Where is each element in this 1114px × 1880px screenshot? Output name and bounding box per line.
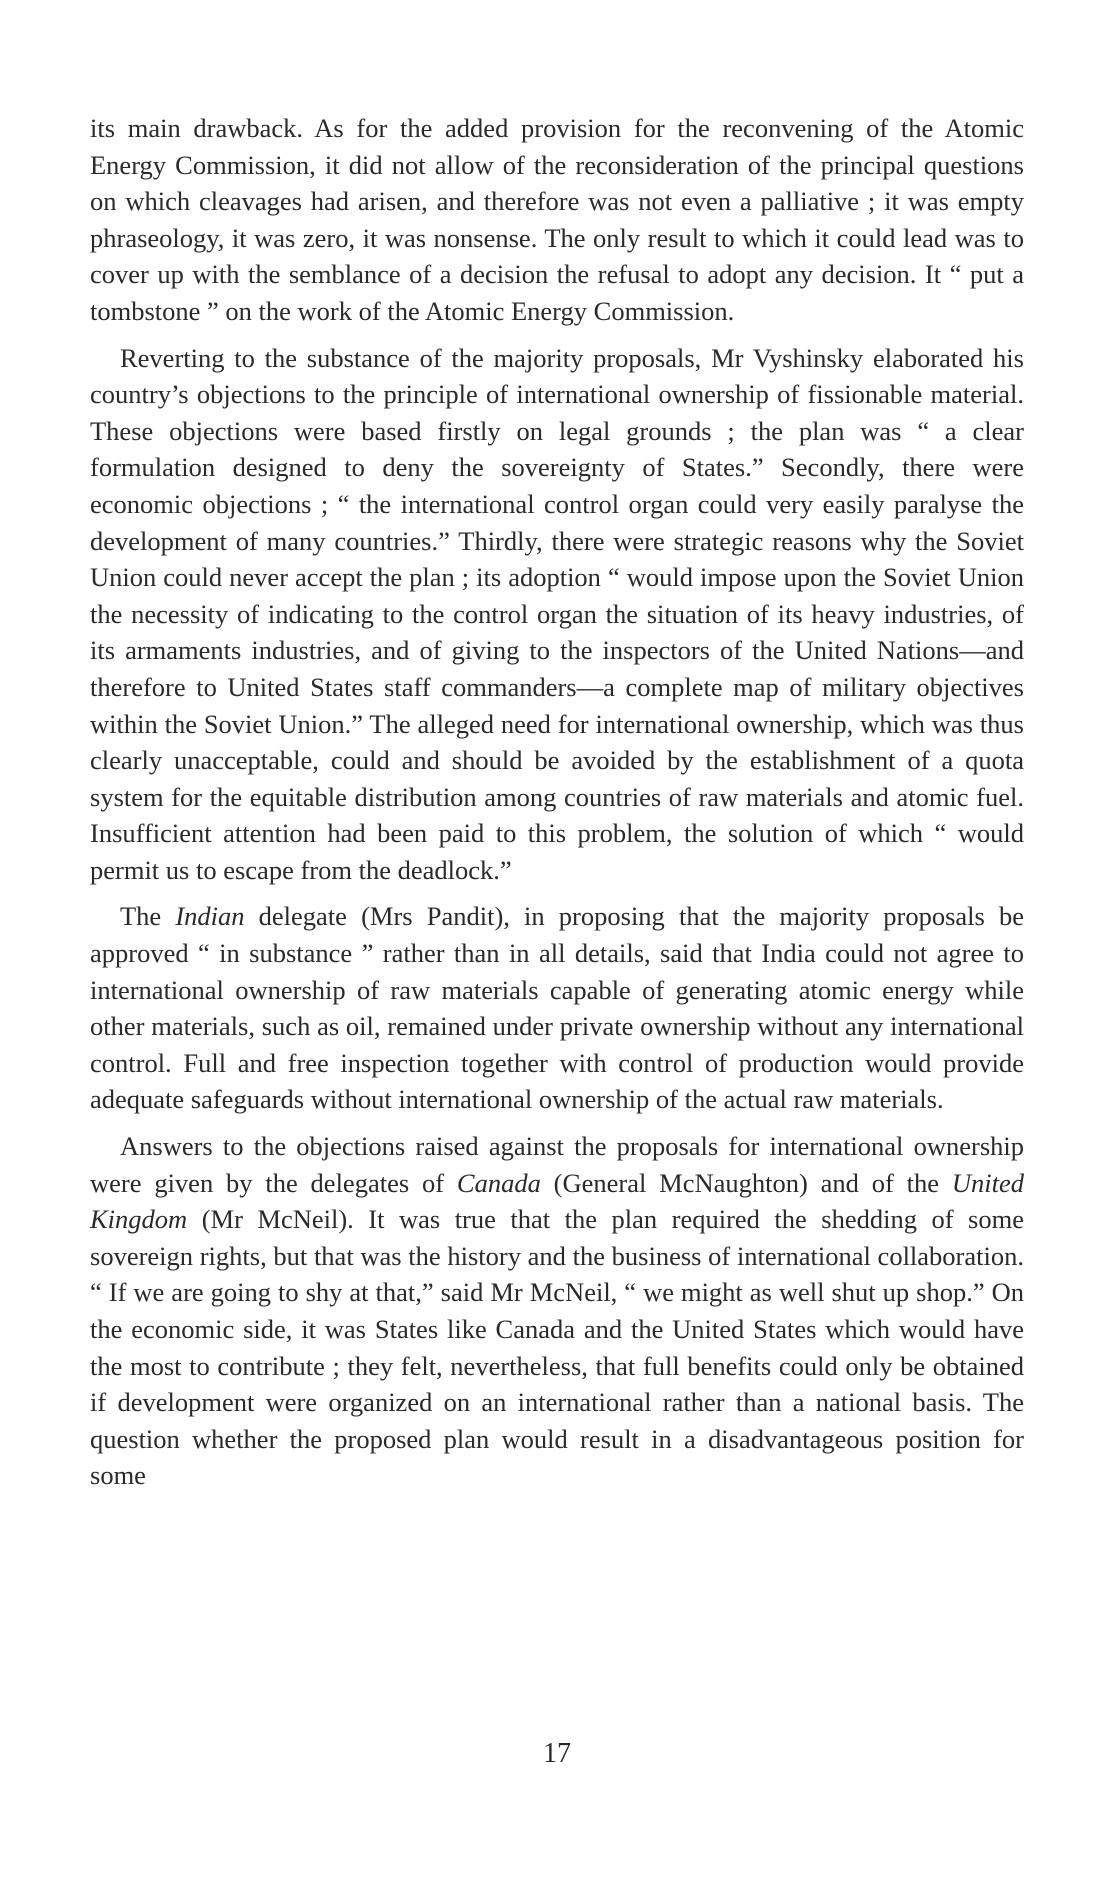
paragraph-4: [90, 1128, 1024, 1494]
paragraph-4-text-after: (Mr McNeil). It was true that the plan required the shedding of some sovereign rights, but that was the history and the business of international collaboration. “ If we are going to shy at that,” said Mr McNeil, “ we might as well shut up shop.” On the economic side, it was States like Canada and the United States which would have the most to contribute ; they felt, nevertheless, that full benefits could only be obtained if development were organized on an international rather than a national basis. The question whether the proposed plan would result in a disadvantageous position for some: [90, 1204, 1024, 1491]
paragraph-4-text-before: Answers to the objections raised against the proposals for international ownership were given by the delegates of: [90, 1131, 1024, 1198]
paragraph-4-text-middle: (General McNaughton) and of the: [540, 1167, 952, 1198]
paragraph-3: [90, 898, 1024, 1118]
paragraph-1: [90, 110, 1024, 330]
page-body: [90, 110, 1024, 1494]
country-india: Indian: [175, 901, 245, 932]
paragraph-2-text: Reverting to the substance of the majority proposals, Mr Vyshinsky elaborated his country’s objections to the principle of international ownership of fissionable material. These objections were based firstly on legal grounds ; the plan was “ a clear formulation designed to deny the sovereignty of States.” Secondly, there were economic objections ; “ the international control organ could very easily paralyse the development of many countries.” Thirdly, there were strategic reasons why the Soviet Union could never accept the plan ; its adoption “ would impose upon the Soviet Union the necessity of indicating to the control organ the situation of its heavy industries, of its armaments industries, and of giving to the inspectors of the United Nations—and therefore to United States staff commanders—a complete map of military objectives within the Soviet Union.” The alleged need for international ownership, which was thus clearly unacceptable, could and should be avoided by the establishment of a quota system for the equitable distribution among countries of raw materials and atomic fuel. Insufficient attention had been paid to this problem, the solution of which “ would permit us to escape from the deadlock.”: [90, 342, 1024, 885]
paragraph-2: [90, 340, 1024, 889]
paragraph-1-text: its main drawback. As for the added provision for the reconvening of the Atomic Energy Commission, it did not allow of the reconsideration of the principal questions on which cleavages had arisen, and therefore was not even a palliative ; it was empty phraseology, it was zero, it was nonsense. The only result to which it could lead was to cover up with the semblance of a decision the refusal to adopt any decision. It “ put a tombstone ” on the work of the Atomic Energy Commission.: [90, 113, 1024, 326]
country-canada: Canada: [456, 1167, 541, 1198]
paragraph-3-text-before: The: [120, 901, 176, 932]
country-united-kingdom: United Kingdom: [90, 1167, 1024, 1235]
page-number: 17: [543, 1738, 571, 1769]
paragraph-3-text-after: delegate (Mrs Pandit), in proposing that the majority proposals be approved “ in substance ” rather than in all details, said that India could not agree to international ownership of raw materials capable of generating atomic energy while other materials, such as oil, remained under private ownership without any international control. Full and free inspection together with control of production would provide adequate safeguards without international ownership of the actual raw materials.: [90, 901, 1024, 1115]
